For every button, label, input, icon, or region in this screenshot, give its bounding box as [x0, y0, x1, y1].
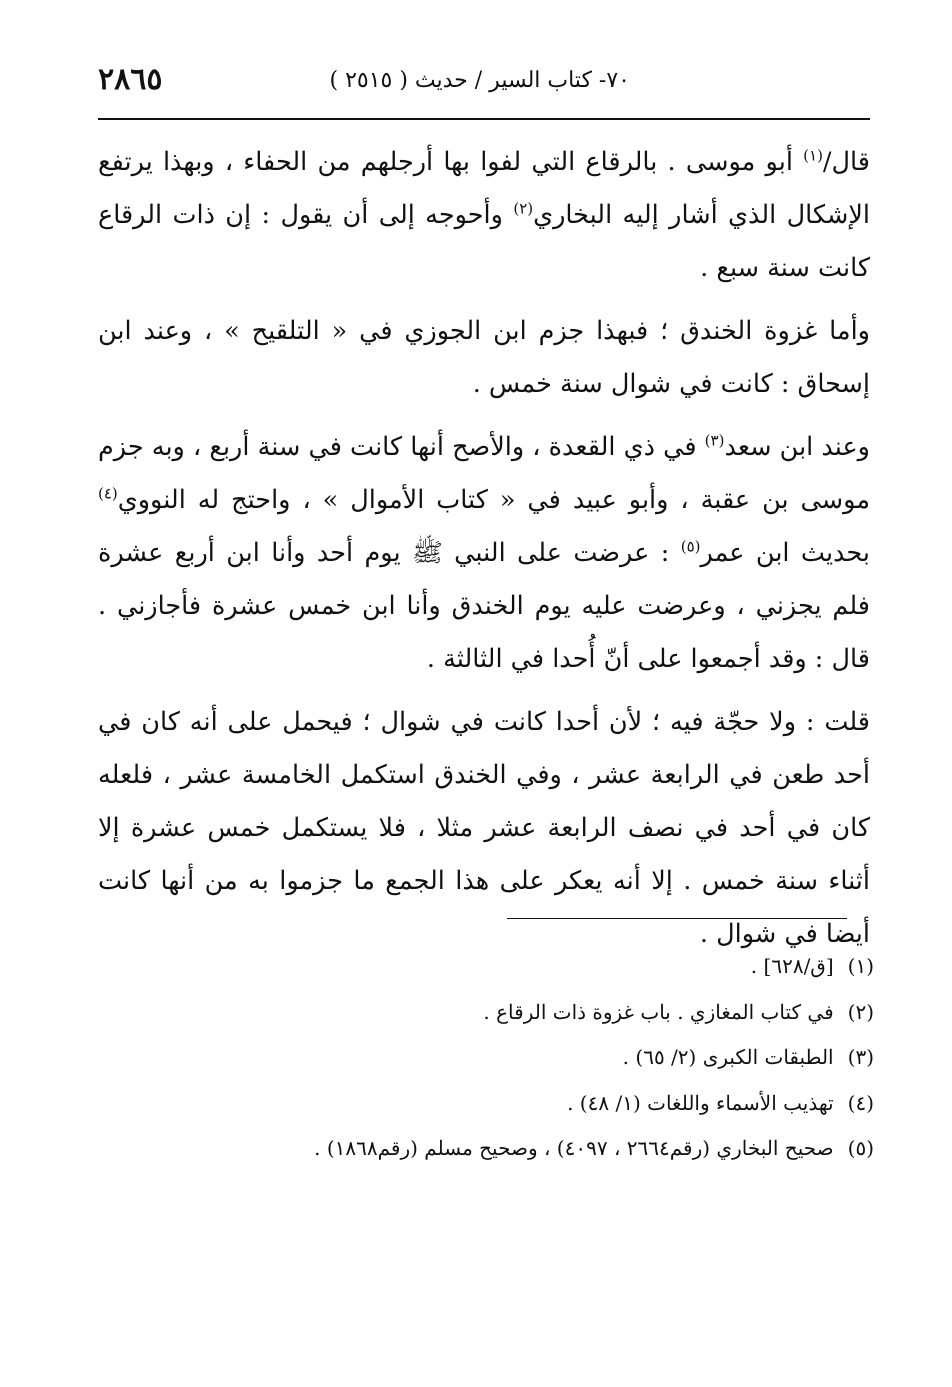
text-run: أبو موسى . بالرقاع التي لفوا بها أرجلهم من الحفاء ، وبهذا يرتفع الإشكال الذي أشار إليه البخاري	[98, 147, 870, 230]
footnote-5	[94, 1126, 874, 1172]
text-run: في ذي القعدة ، والأصح أنها كانت في سنة أربع ، وبه جزم موسى بن عقبة ، وأبو عبيد في « كتاب الأموال » ، واحتج له النووي	[98, 432, 870, 515]
footnote-text: صحيح البخاري (رقم٢٦٦٤ ، ٤٠٩٧) ، وصحيح مسلم (رقم١٨٦٨) .	[314, 1136, 834, 1160]
paragraph-3	[98, 421, 870, 686]
footnote-separator	[507, 918, 847, 919]
paragraph-2: وأما غزوة الخندق ؛ فبهذا جزم ابن الجوزي في « التلقيح » ، وعند ابن إسحاق : كانت في شوال سنة خمس .	[98, 316, 870, 399]
footnote-4	[94, 1081, 874, 1127]
paragraph-1	[98, 136, 870, 295]
footnote-3	[94, 1035, 874, 1081]
footnote-text: في كتاب المغازي . باب غزوة ذات الرقاع .	[483, 999, 834, 1024]
footnote-1	[94, 944, 874, 990]
footnote-text: [ق/٦٢٨] .	[750, 954, 834, 978]
footnote-ref-5[interactable]: (٥)	[680, 537, 701, 556]
page-header	[98, 62, 870, 110]
footnote-number: (٤)	[847, 1090, 874, 1115]
paragraph-4: قلت : ولا حجّة فيه ؛ لأن أحدا كانت في شوال ؛ فيحمل على أنه كان في أحد طعن في الرابعة عشر ، وفي الخندق استكمل الخامسة عشر ، فلعله كان في أحد في نصف الرابعة عشر مثلا ، فلا يستكمل خمس عشرة إلا أثناء سنة خمس . إلا أنه يعكر على هذا الجمع ما جزموا به من أنها كانت أيضا في شوال .	[98, 707, 870, 949]
footnotes	[94, 944, 874, 1172]
text-run: وعند ابن سعد	[724, 432, 870, 462]
footnote-ref-1[interactable]: (١)	[803, 146, 823, 165]
footnote-2	[94, 990, 874, 1036]
footnote-number: (٣)	[847, 1045, 874, 1069]
footnote-number: (١)	[847, 954, 874, 978]
footnote-text: الطبقات الكبرى (٢/ ٦٥) .	[622, 1045, 834, 1069]
text-run: قال/	[822, 147, 870, 177]
header-rule	[98, 118, 870, 120]
footnote-ref-3[interactable]: (٣)	[704, 431, 725, 450]
text-run: : عرضت على النبي ﷺ يوم أحد وأنا ابن أربع عشرة فلم يجزني ، وعرضت عليه يوم الخندق وأنا ابن خمس عشرة فأجازني . قال : وقد أجمعوا على أنّ أُحدا في الثالثة .	[98, 538, 870, 674]
main-text	[98, 136, 870, 971]
footnote-number: (٢)	[847, 999, 874, 1024]
text-run: وأحوجه إلى أن يقول : إن ذات الرقاع كانت سنة سبع .	[98, 200, 870, 283]
text-run: بحديث ابن عمر	[700, 538, 870, 568]
footnote-number: (٥)	[847, 1136, 874, 1160]
footnote-text: تهذيب الأسماء واللغات (١/ ٤٨) .	[567, 1090, 834, 1115]
footnote-ref-2[interactable]: (٢)	[513, 199, 534, 218]
running-title: ٧٠- كتاب السير / حديث ( ٢٥١٥ )	[329, 68, 630, 93]
footnote-ref-4[interactable]: (٤)	[98, 484, 118, 503]
page-number: ٢٨٦٥	[98, 62, 163, 97]
